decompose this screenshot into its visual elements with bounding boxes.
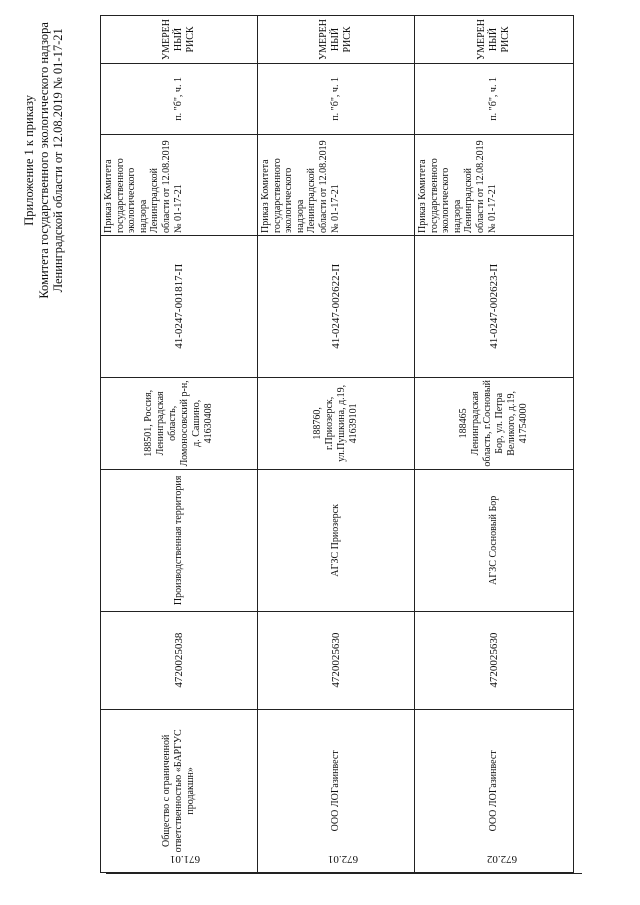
- row-number: 672.01: [327, 853, 359, 865]
- table-row: [101, 16, 258, 873]
- document-cell: Приказ Комитета государственного экологического надзора Ленинградской области от 12.08.2019 № 01-17-21: [101, 134, 258, 235]
- object-cell: АГЗС Приозерск: [258, 470, 415, 612]
- code-cell: 41-0247-002622-П: [258, 236, 415, 378]
- address-cell: 188760, г.Приозерск, ул.Пушкина, д.19, 41639101: [258, 377, 415, 470]
- org-cell: ООО ЛОГазинвест: [415, 709, 574, 872]
- header-line-1: Приложение 1 к приказу: [22, 94, 36, 226]
- criteria-cell: п. "б", ч. 1: [415, 63, 574, 134]
- document-cell: Приказ Комитета государственного экологического надзора Ленинградской области от 12.08.2019 № 01-17-21: [258, 134, 415, 235]
- criteria-cell: п. "б", ч. 1: [258, 63, 415, 134]
- order-header: [22, 22, 66, 299]
- header-line-3: Ленинградской области от 12.08.2019 № 01-17-21: [51, 28, 65, 293]
- inn-cell: 4720025630: [415, 611, 574, 709]
- object-cell: АГЗС Сосновый Бор: [415, 470, 574, 612]
- row-number: 672.02: [486, 853, 518, 865]
- code-cell: 41-0247-001817-П: [101, 236, 258, 378]
- table-row: [415, 16, 574, 873]
- org-cell: ООО ЛОГазинвест: [258, 709, 415, 872]
- address-cell: 188465 Ленинградская область, г.Сосновый Бор, ул. Петра Великого, д.19, 41754000: [415, 377, 574, 470]
- row-number-bottom-border: [106, 873, 582, 874]
- object-cell: Производственная территория: [101, 470, 258, 612]
- risk-cell: УМЕРЕННЫЙ РИСК: [415, 16, 574, 64]
- risk-cell: УМЕРЕННЫЙ РИСК: [258, 16, 415, 64]
- criteria-cell: п. "б", ч. 1: [101, 63, 258, 134]
- registry-table: [100, 15, 574, 873]
- table-row: [258, 16, 415, 873]
- header-line-2: Комитета государственного экологического надзора: [36, 22, 51, 299]
- risk-cell: УМЕРЕННЫЙ РИСК: [101, 16, 258, 64]
- address-cell: 188501, Россия, Ленинградская область, Ломоносовский р-н, д. Сашино, 41630408: [101, 377, 258, 470]
- document-cell: Приказ Комитета государственного экологического надзора Ленинградской области от 12.08.2019 № 01-17-21: [415, 134, 574, 235]
- inn-cell: 4720025038: [101, 611, 258, 709]
- code-cell: 41-0247-002623-П: [415, 236, 574, 378]
- org-cell: Общество с ограниченной ответственностью «БАРГУС продакшн»: [101, 709, 258, 872]
- row-number: 671.01: [169, 853, 201, 865]
- inn-cell: 4720025630: [258, 611, 415, 709]
